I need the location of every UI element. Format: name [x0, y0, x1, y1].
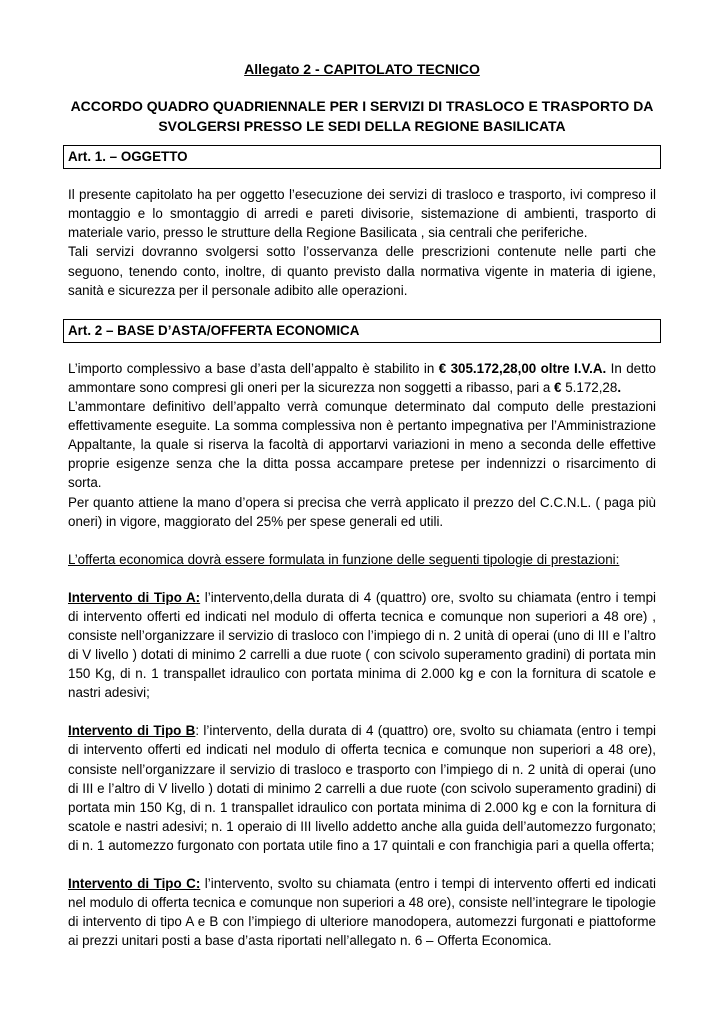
intervento-tipo-b	[68, 721, 656, 855]
safety-amount: 5.172,28	[561, 379, 618, 395]
art2-paragraph-3: Per quanto attiene la mano d’opera si precisa che verrà applicato il prezzo del C.C.N.L. ( paga più oneri) in vigore, maggiorato del 25% per spese generali ed utili.	[68, 494, 656, 529]
safety-period: .	[617, 379, 622, 395]
art2-heading: Art. 2 – BASE D’ASTA/OFFERTA ECONOMICA	[63, 319, 661, 343]
offer-intro: L’offerta economica dovrà essere formulata in funzione delle seguenti tipologie di prestazioni:	[68, 551, 620, 567]
subtitle-line-2: SVOLGERSI PRESSO LE SEDI DELLA REGIONE BASILICATA	[158, 118, 566, 135]
document-title: Allegato 2 - CAPITOLATO TECNICO	[244, 61, 480, 77]
tipo-a-text: l’intervento,della durata di 4 (quattro) ore, svolto su chiamata (entro i tempi di intervento offerti ed indicati nel modulo di offerta tecnica e comunque non superiori a 48 ore) , consiste nell’organizzare il servizio di trasloco con l’impiego di n. 2 unità di operai (uno di III e l’altro di V livello ) dotati di minimo 2 carrelli a due ruote ( con scivolo superamento gradini) di portata min 150 Kg, di n. 1 transpallet idraulico con portata minima di 2.000 kg e con la fornitura di scatole e nastri adesivi;	[68, 589, 656, 701]
art1-paragraph-1: Il presente capitolato ha per oggetto l’esecuzione dei servizi di trasloco e trasporto, ivi compreso il montaggio e lo smontaggio di arredi e pareti divisorie, sistemazione di ambienti, trasporto di materiale vario, presso le strutture della Regione Basilicata , sia centrali che periferiche.	[68, 187, 656, 241]
intervento-tipo-a	[68, 588, 656, 703]
art2-p1-text-a: L’importo complessivo a base d’asta dell’appalto è stabilito in	[68, 360, 439, 376]
subtitle-line-1: ACCORDO QUADRO QUADRIENNALE PER I SERVIZI DI TRASLOCO E TRASPORTO DA	[70, 98, 654, 115]
document-page	[68, 60, 656, 950]
tipo-c-label: Intervento di Tipo C:	[68, 876, 201, 891]
art1-heading: Art. 1. – OGGETTO	[63, 145, 661, 169]
document-subtitle	[68, 96, 656, 136]
art1-paragraph-2: Tali servizi dovranno svolgersi sotto l’osservanza delle prescrizioni contenute nelle parti che seguono, tenendo conto, inoltre, di quanto previsto dalla normativa vigente in materia di igiene, sanità e sicurezza per il personale adibito alle operazioni.	[68, 244, 656, 298]
tipo-a-label: Intervento di Tipo A:	[68, 589, 201, 605]
safety-currency: €	[554, 379, 562, 395]
base-amount: € 305.172,28,00 oltre I.V.A.	[438, 360, 607, 376]
tipo-c-text: l’intervento, svolto su chiamata (entro i tempi di intervento offerti ed indicati nel modulo di offerta tecnica e comunque non superiori a 48 ore), consiste nell’integrare le tipologie di intervento di tipo A e B con l’impiego di ulteriore manodopera, automezzi furgonati e piattoforme ai prezzi unitari posti a base d’asta riportati nell’allegato n. 6 – Offerta Economica.	[68, 876, 656, 949]
tipo-b-label: Intervento di Tipo B	[68, 723, 196, 739]
art2-paragraph-1	[68, 359, 656, 397]
tipo-b-text: : l’intervento, della durata di 4 (quattro) ore, svolto su chiamata (entro i tempi di intervento offerti ed indicati nel modulo di offerta tecnica e comunque non superiori a 48 ore), consiste nell’organizzare il servizio di trasloco e trasporto con l’impiego di n. 2 unità di operai (uno di III e l’altro di V livello ) dotati di minimo 2 carrelli a due ruote (con scivolo superamento gradini) di portata min 150 Kg, di n. 1 transpallet idraulico con portata minima di 2.000 kg e con la fornitura di scatole e nastri adesivi; n. 1 operaio di III livello addetto anche alla guida dell’automezzo furgonato; di n. 1 automezzo furgonato con portata utile fino a 17 quintali e con franchigia pari a quella offerta;	[68, 723, 657, 853]
art2-p1-text-b: In detto ammontare sono compresi gli oneri per la sicurezza non soggetti a ribasso, pari a	[68, 360, 656, 395]
intervento-tipo-c	[68, 874, 656, 950]
art2-paragraph-2: L’ammontare definitivo dell’appalto verrà comunque determinato dal computo delle prestazioni effettivamente eseguite. La somma complessiva non è pertanto impegnativa per l’Amministrazione Appaltante, la quale si riserva la facoltà di apportarvi variazioni in meno a seconda delle effettive proprie esigenze senza che la ditta possa accampare pretese per indennizzi o risarcimento di sorta.	[68, 399, 656, 491]
